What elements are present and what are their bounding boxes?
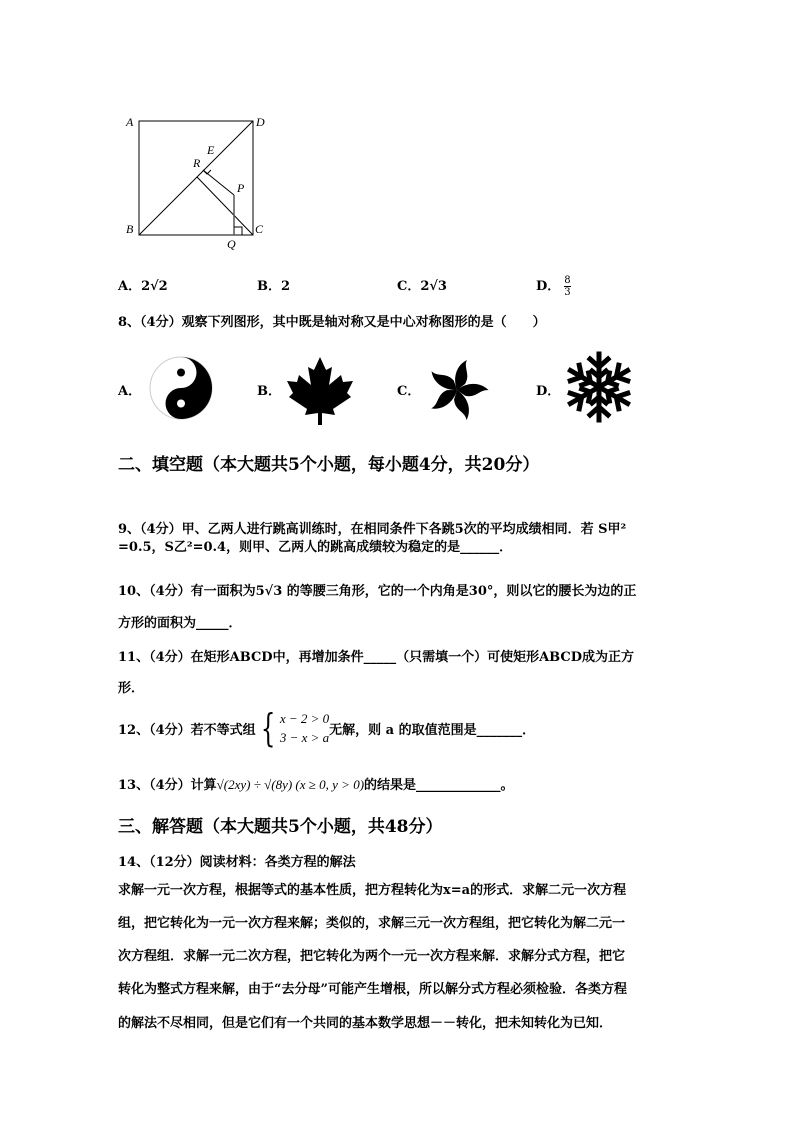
q14-line: 次方程组．求解一元二次方程，把它转化为两个一元一次方程来解．求解分式方程，把它: [118, 949, 626, 964]
section-2-heading: 二、填空题（本大题共5个小题，每小题4分，共20分）: [118, 455, 540, 475]
q7-option-a: A．2√2: [118, 279, 168, 294]
q10-line1: 10、（4分）有一面积为5√3 的等腰三角形，它的一个内角是30°，则以它的腰长为边的正: [118, 584, 637, 599]
label-q: Q: [227, 237, 236, 251]
label-r: R: [193, 156, 201, 170]
fraction-denominator: 3: [564, 287, 571, 298]
q8-option-c: C．: [397, 384, 421, 399]
brace-icon: {: [260, 706, 275, 750]
q12-eq2: 3 − x > a: [279, 730, 330, 745]
q7-option-b: B．2: [257, 279, 291, 294]
label-a: A: [126, 115, 134, 129]
square-diagram: [120, 110, 270, 260]
section-3-heading: 三、解答题（本大题共5个小题，共48分）: [118, 817, 443, 837]
snowflake-icon: [562, 350, 636, 424]
label-d: D: [256, 115, 265, 129]
q14-line: 转化为整式方程来解，由于“去分母”可能产生增根，所以解分式方程必须检验．各类方程: [118, 982, 627, 997]
q7-option-c: C．2√3: [397, 279, 447, 294]
q14-line: 的解法不尽相同，但是它们有一个共同的基本数学思想－－转化，把未知转化为已知．: [118, 1016, 613, 1031]
label-c: C: [255, 222, 264, 236]
q14-title: 14、（12分）阅读材料：各类方程的解法: [118, 855, 356, 870]
q9-line2: =0.5，S乙²=0.4，则甲、乙两人的跳高成绩较为稳定的是______．: [118, 540, 513, 555]
q13-suffix: 的结果是_____________。: [364, 778, 514, 793]
maple-leaf-icon: [285, 355, 355, 425]
fraction-numerator: 8: [564, 275, 571, 286]
q8-option-a: A．: [118, 384, 142, 399]
q14-line: 组，把它转化为一元一次方程来解；类似的，求解三元一次方程组，把它转化为解二元一: [118, 916, 626, 931]
q8-option-b: B．: [257, 384, 281, 399]
q7-option-d: [536, 275, 571, 298]
q12: [118, 708, 535, 748]
label-p: P: [237, 181, 245, 195]
option-d-label: D．: [536, 279, 561, 294]
label-e: E: [207, 143, 215, 157]
q11-line2: 形．: [118, 681, 145, 696]
q8-option-d: D．: [536, 384, 561, 399]
q10-line2: 方形的面积为_____．: [118, 616, 242, 631]
q12-eq1: x − 2 > 0: [279, 711, 330, 726]
q13-prefix: 13、（4分）计算: [118, 778, 217, 793]
label-b: B: [126, 222, 134, 236]
q8-text: 8、（4分）观察下列图形，其中既是轴对称又是中心对称图形的是（ ）: [118, 315, 546, 330]
q14-line: 求解一元一次方程，根据等式的基本性质，把方程转化为x=a的形式．求解二元一次方程: [118, 883, 627, 898]
q13: [118, 774, 514, 793]
q9-line1: 9、（4分）甲、乙两人进行跳高训练时，在相同条件下各跳5次的平均成绩相同．若 S甲²: [118, 522, 627, 537]
q11-line1: 11、（4分）在矩形ABCD中，再增加条件_____（只需填一个）可使矩形ABCD成为正方: [118, 650, 635, 665]
q12-prefix: 12、（4分）若不等式组: [118, 722, 256, 738]
yin-yang-icon: [148, 355, 214, 421]
q13-expression: √(2xy) ÷ √(8y) (x ≥ 0, y > 0): [216, 777, 365, 792]
bauhinia-icon: [423, 356, 491, 424]
q12-suffix: 无解，则 a 的取值范围是_______．: [329, 722, 536, 738]
